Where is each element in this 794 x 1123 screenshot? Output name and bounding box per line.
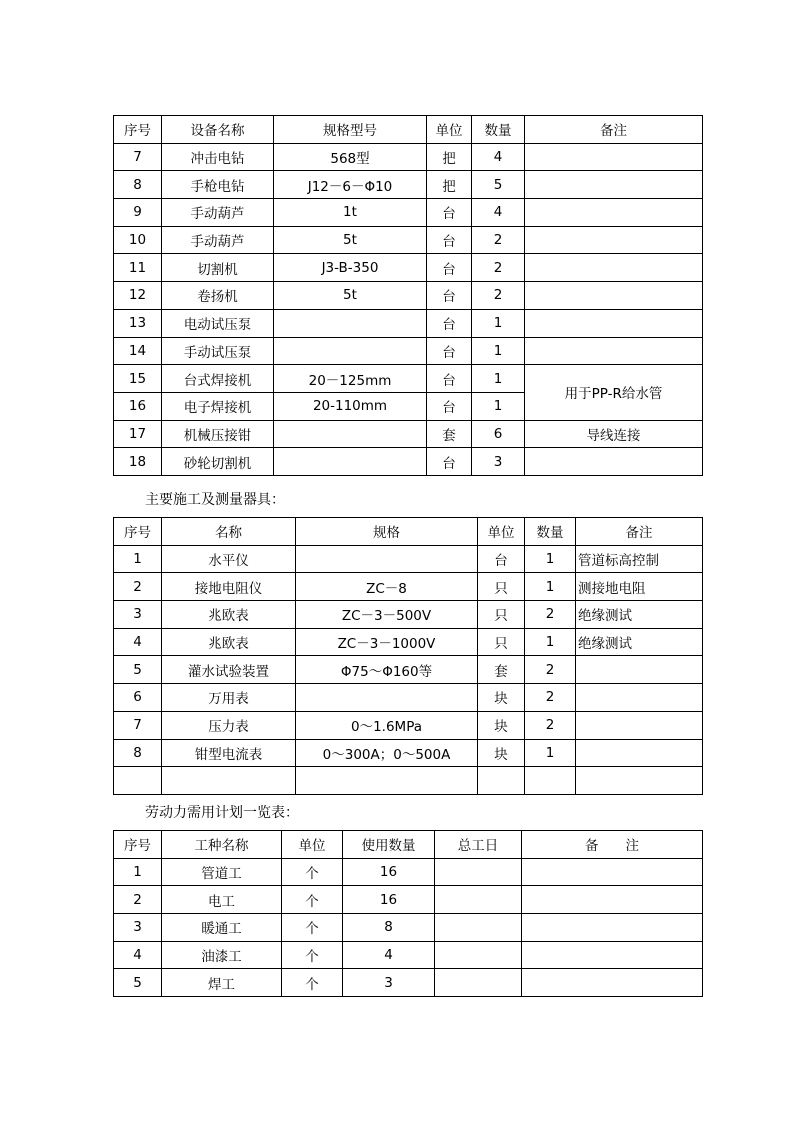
cell-qty: 2 [472,226,525,254]
cell-workdays [435,941,522,969]
cell-index: 12 [114,282,162,310]
cell-index: 11 [114,254,162,282]
cell-unit: 套 [478,656,525,684]
section-caption-tools: 主要施工及测量器具： [145,492,285,508]
table-header-row [114,116,703,144]
table-row [114,886,703,914]
cell-index: 5 [114,656,162,684]
cell-index: 16 [114,392,162,420]
table-row [114,420,703,448]
cell-index: 13 [114,309,162,337]
cell-spec: 0～300A；0～500A [296,739,478,767]
cell-unit: 台 [427,309,472,337]
cell-unit: 台 [427,199,472,227]
table-row [114,448,703,476]
cell-name: 冲击电钻 [162,143,274,171]
cell-remark: 导线连接 [525,420,703,448]
cell-unit: 台 [427,337,472,365]
cell-name: 兆欧表 [162,601,296,629]
cell-index: 3 [114,601,162,629]
cell-remark [576,656,703,684]
cell-qty: 3 [472,448,525,476]
header-cell: 使用数量 [343,831,435,859]
cell-qty: 1 [472,337,525,365]
cell-name: 灌水试验装置 [162,656,296,684]
table-row [114,573,703,601]
cell-spec: J12－6－Φ10 [274,171,427,199]
cell-qty: 1 [525,573,576,601]
cell-remark [576,767,703,795]
cell-unit: 个 [282,914,343,942]
cell-name: 电工 [162,886,282,914]
cell-qty: 4 [472,199,525,227]
cell-name: 兆欧表 [162,628,296,656]
cell-unit: 台 [427,365,472,393]
cell-unit: 个 [282,886,343,914]
cell-qty: 1 [525,739,576,767]
cell-index: 17 [114,420,162,448]
cell-remark: 绝缘测试 [576,601,703,629]
cell-qty: 1 [472,365,525,393]
equipment-table [113,115,703,476]
cell-qty: 3 [343,969,435,997]
cell-unit: 只 [478,628,525,656]
header-cell: 序号 [114,518,162,546]
cell-index: 4 [114,941,162,969]
cell-name: 电动试压泵 [162,309,274,337]
cell-qty: 4 [472,143,525,171]
cell-spec: 1t [274,199,427,227]
cell-name: 管道工 [162,858,282,886]
cell-index: 14 [114,337,162,365]
cell-spec [296,545,478,573]
cell-spec: Φ75～Φ160等 [296,656,478,684]
header-cell: 序号 [114,116,162,144]
table-row [114,941,703,969]
table-row [114,628,703,656]
header-cell: 总工日 [435,831,522,859]
cell-name: 暖通工 [162,914,282,942]
cell-unit: 台 [427,282,472,310]
cell-spec: 5t [274,226,427,254]
cell-unit: 个 [282,941,343,969]
table-row [114,969,703,997]
cell-name: 手动葫芦 [162,199,274,227]
cell-name: 钳型电流表 [162,739,296,767]
cell-spec: 568型 [274,143,427,171]
header-cell: 备注 [525,116,703,144]
cell-index: 8 [114,739,162,767]
cell-spec: 5t [274,282,427,310]
cell-qty: 2 [525,684,576,712]
cell-name: 焊工 [162,969,282,997]
cell-remark [522,914,703,942]
cell-index: 10 [114,226,162,254]
cell-index: 15 [114,365,162,393]
cell-unit: 个 [282,858,343,886]
cell-name: 电子焊接机 [162,392,274,420]
cell-qty: 16 [343,886,435,914]
header-cell: 备 注 [522,831,703,859]
cell-qty: 2 [472,254,525,282]
cell-spec: ZC－3－1000V [296,628,478,656]
table-row [114,914,703,942]
cell-name [162,767,296,795]
table-row [114,711,703,739]
cell-name: 油漆工 [162,941,282,969]
cell-remark [522,858,703,886]
cell-unit: 只 [478,573,525,601]
cell-qty: 16 [343,858,435,886]
cell-index: 2 [114,886,162,914]
cell-unit: 台 [427,392,472,420]
cell-remark [576,739,703,767]
cell-name: 压力表 [162,711,296,739]
cell-remark [576,711,703,739]
cell-remark [525,226,703,254]
cell-remark: 测接地电阻 [576,573,703,601]
header-cell: 单位 [282,831,343,859]
table-row [114,656,703,684]
cell-name: 手动葫芦 [162,226,274,254]
cell-spec [296,684,478,712]
header-cell: 规格型号 [274,116,427,144]
header-cell: 设备名称 [162,116,274,144]
cell-spec: J3-B-350 [274,254,427,282]
cell-name: 切割机 [162,254,274,282]
cell-index: 7 [114,711,162,739]
cell-name: 水平仪 [162,545,296,573]
cell-index: 5 [114,969,162,997]
cell-qty: 2 [525,656,576,684]
cell-name: 卷扬机 [162,282,274,310]
cell-remark: 绝缘测试 [576,628,703,656]
cell-spec [274,420,427,448]
cell-qty: 1 [472,392,525,420]
cell-unit: 台 [478,545,525,573]
cell-remark [522,969,703,997]
cell-index: 7 [114,143,162,171]
cell-index: 1 [114,858,162,886]
cell-spec: ZC－8 [296,573,478,601]
cell-index: 6 [114,684,162,712]
cell-unit [478,767,525,795]
cell-unit: 块 [478,739,525,767]
cell-name: 手动试压泵 [162,337,274,365]
table-header-row [114,831,703,859]
cell-remark [576,684,703,712]
cell-name: 万用表 [162,684,296,712]
table-row [114,254,703,282]
cell-index: 3 [114,914,162,942]
cell-qty: 1 [472,309,525,337]
cell-index [114,767,162,795]
section-caption-labor: 劳动力需用计划一览表： [145,805,299,821]
cell-remark [525,337,703,365]
cell-workdays [435,969,522,997]
header-cell: 数量 [472,116,525,144]
cell-remark [525,171,703,199]
cell-unit: 台 [427,448,472,476]
header-cell: 数量 [525,518,576,546]
cell-spec: 20-110mm [274,392,427,420]
cell-unit: 块 [478,711,525,739]
cell-name: 砂轮切割机 [162,448,274,476]
cell-workdays [435,914,522,942]
tools-table [113,517,703,795]
header-cell: 备注 [576,518,703,546]
cell-index: 1 [114,545,162,573]
cell-workdays [435,858,522,886]
cell-remark [525,282,703,310]
header-cell: 规格 [296,518,478,546]
cell-spec: ZC－3－500V [296,601,478,629]
cell-unit: 块 [478,684,525,712]
cell-remark [525,254,703,282]
table-row [114,545,703,573]
table-row [114,601,703,629]
cell-remark [525,448,703,476]
cell-index: 2 [114,573,162,601]
cell-qty: 1 [525,628,576,656]
cell-remark: 管道标高控制 [576,545,703,573]
cell-qty: 2 [525,711,576,739]
header-cell: 单位 [427,116,472,144]
cell-remark [525,199,703,227]
cell-spec: 20－125mm [274,365,427,393]
cell-unit: 台 [427,226,472,254]
cell-qty: 5 [472,171,525,199]
table-row [114,143,703,171]
table-row [114,309,703,337]
table-row [114,226,703,254]
cell-qty: 4 [343,941,435,969]
cell-remark [525,143,703,171]
table-header-row [114,518,703,546]
cell-unit: 套 [427,420,472,448]
table-row [114,171,703,199]
table-row-empty [114,767,703,795]
table-row [114,739,703,767]
table-row [114,365,703,393]
cell-index: 8 [114,171,162,199]
cell-name: 接地电阻仪 [162,573,296,601]
cell-spec [296,767,478,795]
header-cell: 工种名称 [162,831,282,859]
header-cell: 序号 [114,831,162,859]
table-row [114,684,703,712]
cell-remark [525,309,703,337]
cell-index: 9 [114,199,162,227]
cell-remark-merged: 用于PP-R给水管 [525,365,703,420]
table-row [114,282,703,310]
cell-workdays [435,886,522,914]
cell-qty: 6 [472,420,525,448]
cell-qty [525,767,576,795]
cell-unit: 个 [282,969,343,997]
table-row [114,337,703,365]
cell-index: 18 [114,448,162,476]
cell-qty: 2 [472,282,525,310]
cell-spec: 0～1.6MPa [296,711,478,739]
cell-remark [522,886,703,914]
cell-qty: 2 [525,601,576,629]
cell-qty: 8 [343,914,435,942]
cell-name: 台式焊接机 [162,365,274,393]
table-row [114,858,703,886]
cell-name: 手枪电钻 [162,171,274,199]
cell-index: 4 [114,628,162,656]
cell-remark [522,941,703,969]
cell-name: 机械压接钳 [162,420,274,448]
cell-unit: 只 [478,601,525,629]
header-cell: 单位 [478,518,525,546]
cell-unit: 台 [427,254,472,282]
cell-spec [274,309,427,337]
cell-unit: 把 [427,143,472,171]
labor-table [113,830,703,997]
table-row [114,199,703,227]
cell-qty: 1 [525,545,576,573]
cell-spec [274,448,427,476]
cell-unit: 把 [427,171,472,199]
header-cell: 名称 [162,518,296,546]
cell-spec [274,337,427,365]
